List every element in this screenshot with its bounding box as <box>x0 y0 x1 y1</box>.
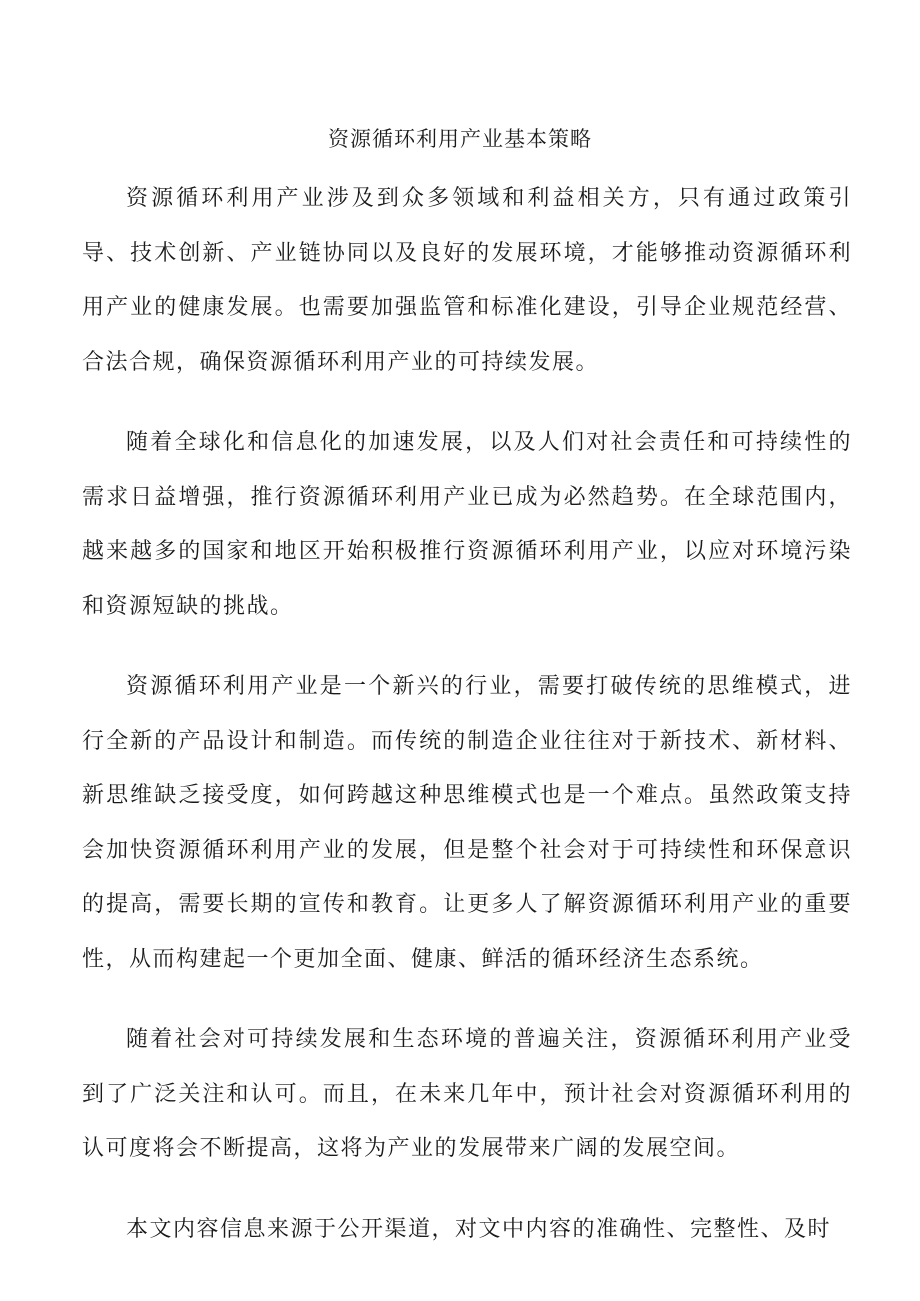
paragraph-2: 随着全球化和信息化的加速发展，以及人们对社会责任和可持续性的需求日益增强，推行资源循环利用产业已成为必然趋势。在全球范围内，越来越多的国家和地区开始积极推行资源循环利用产业，以应对环境污染和资源短缺的挑战。 <box>82 430 852 619</box>
paragraph-5: 本文内容信息来源于公开渠道，对文中内容的准确性、完整性、及时 <box>126 1216 832 1242</box>
paragraph-3: 资源循环利用产业是一个新兴的行业，需要打破传统的思维模式，进行全新的产品设计和制造。而传统的制造企业往往对于新技术、新材料、新思维缺乏接受度，如何跨越这种思维模式也是一个难点。虽然政策支持会加快资源循环利用产业的发展，但是整个社会对于可持续性和环保意识的提高，需要长期的宣传和教育。让更多人了解资源循环利用产业的重要性，从而构建起一个更加全面、健康、鲜活的循环经济生态系统。 <box>82 674 852 972</box>
document-body <box>82 172 852 1283</box>
paragraph-4: 随着社会对可持续发展和生态环境的普遍关注，资源循环利用产业受到了广泛关注和认可。而且，在未来几年中，预计社会对资源循环利用的认可度将会不断提高，这将为产业的发展带来广阔的发展空间。 <box>82 1027 852 1161</box>
paragraph-1: 资源循环利用产业涉及到众多领域和利益相关方，只有通过政策引导、技术创新、产业链协同以及良好的发展环境，才能够推动资源循环利用产业的健康发展。也需要加强监管和标准化建设，引导企业规范经营、合法合规，确保资源循环利用产业的可持续发展。 <box>82 186 852 375</box>
document-title: 资源循环利用产业基本策略 <box>328 127 592 151</box>
